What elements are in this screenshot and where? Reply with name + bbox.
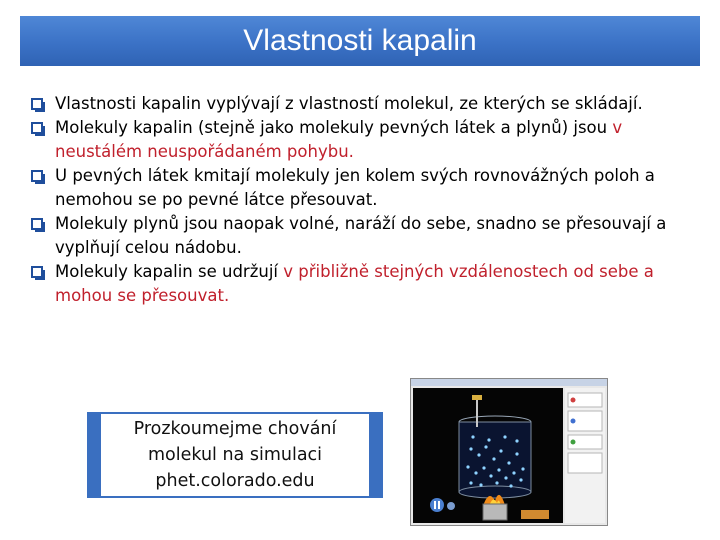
checkbox-bullet-icon — [31, 218, 43, 230]
simulation-note: Prozkoumejme chování molekul na simulaci phet.colorado.edu — [101, 414, 369, 496]
simulation-link-box[interactable] — [87, 412, 383, 498]
bullet-item — [30, 212, 700, 260]
bullet-item — [30, 92, 700, 116]
title-bar — [20, 16, 700, 66]
bullet-item — [30, 164, 700, 212]
bullet-text: Molekuly kapalin (stejně jako molekuly pevných látek a plynů) jsou — [55, 118, 613, 137]
bullet-item — [30, 116, 700, 164]
checkbox-bullet-icon — [31, 98, 43, 110]
bullet-text: Vlastnosti kapalin vyplývají z vlastností molekul, ze kterých se skládají. — [55, 94, 643, 113]
bullet-text: Molekuly plynů jsou naopak volné, naráží do sebe, snadno se přesouvají a vyplňují celou nádobu. — [55, 214, 667, 257]
bullet-text: U pevných látek kmitají molekuly jen kolem svých rovnovážných poloh a nemohou se po pevné látce přesouvat. — [55, 166, 655, 209]
bullet-highlight: v přibližně stejných vzdálenostech od sebe a mohou se přesouvat. — [55, 262, 654, 305]
checkbox-bullet-icon — [31, 122, 43, 134]
checkbox-bullet-icon — [31, 170, 43, 182]
bullet-highlight: v neustálém neuspořádaném pohybu. — [55, 118, 623, 161]
bullet-item — [30, 260, 700, 308]
simulation-screenshot — [410, 378, 608, 526]
bullet-text: Molekuly kapalin se udržují — [55, 262, 284, 281]
bullet-list — [30, 92, 700, 308]
checkbox-bullet-icon — [31, 266, 43, 278]
slide-title: Vlastnosti kapalin — [243, 24, 477, 57]
